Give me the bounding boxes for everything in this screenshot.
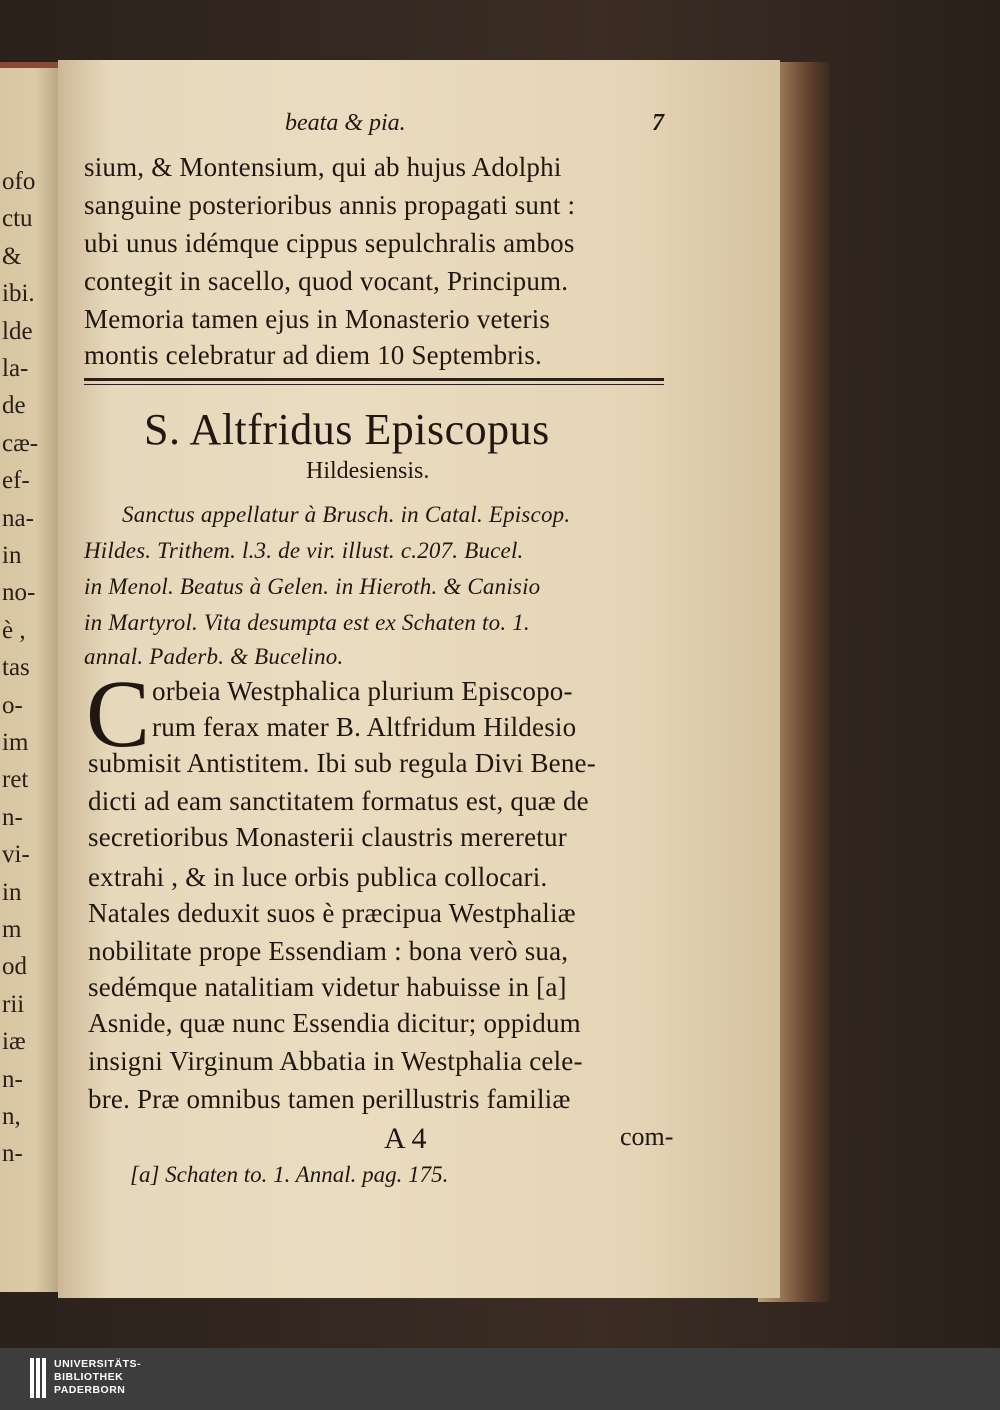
drop-cap: C xyxy=(86,660,151,767)
left-page-text-fragment: vi- xyxy=(2,841,30,869)
left-page-text-fragment: de xyxy=(2,392,26,420)
section-rule xyxy=(84,378,664,381)
section-title: S. Altfridus Episcopus xyxy=(144,405,550,454)
left-page-text-fragment: n- xyxy=(2,803,23,831)
left-page-text-fragment: iæ xyxy=(2,1028,26,1056)
left-page-text-fragment: m xyxy=(2,916,22,943)
left-page-text-fragment: ret xyxy=(2,766,29,794)
page-number: 7 xyxy=(652,110,664,136)
left-page-text-fragment: cæ- xyxy=(2,429,39,457)
left-page-text-fragment: od xyxy=(2,953,27,981)
source-line: Hildes. Trithem. l.3. de vir. illust. c.207. Bucel. xyxy=(84,538,524,563)
intro-line: Memoria tamen ejus in Monasterio veteris xyxy=(84,304,551,334)
left-page-text-fragment: no- xyxy=(2,579,36,607)
left-page-text-fragment: n- xyxy=(2,1140,23,1168)
library-logo-icon xyxy=(30,1358,46,1398)
section-rule-thin xyxy=(84,384,664,385)
body-line: orbeia Westphalica plurium Episcopo- xyxy=(152,676,573,706)
left-page-text-fragment: in xyxy=(2,878,22,906)
body-line: Natales deduxit suos è præcipua Westphaliæ xyxy=(88,898,576,928)
source-line: Sanctus appellatur à Brusch. in Catal. Episcop. xyxy=(122,502,571,527)
body-line: nobilitate prope Essendiam : bona verò sua, xyxy=(88,936,569,966)
catchword: com- xyxy=(620,1122,674,1151)
left-page-text-fragment: ibi. xyxy=(2,280,35,308)
body-line: extrahi , & in luce orbis publica collocari. xyxy=(88,862,548,892)
intro-line: sanguine posterioribus annis propagati sunt : xyxy=(84,190,576,220)
source-line: annal. Paderb. & Bucelino. xyxy=(84,644,344,669)
logo-line: UNIVERSITÄTS- xyxy=(54,1358,142,1370)
left-page-text-fragment: è , xyxy=(2,616,26,644)
signature-mark: A 4 xyxy=(384,1122,427,1155)
intro-line: contegit in sacello, quod vocant, Principum. xyxy=(84,266,569,296)
left-page-text-fragment: la- xyxy=(2,355,29,382)
footnote: [a] Schaten to. 1. Annal. pag. 175. xyxy=(130,1162,449,1187)
body-line: submisit Antistitem. Ibi sub regula Divi Bene- xyxy=(88,748,596,778)
body-line: insigni Virginum Abbatia in Westphalia cele- xyxy=(88,1046,583,1076)
left-page-text-fragment: ctu xyxy=(2,205,33,233)
source-line: in Menol. Beatus à Gelen. in Hieroth. & Canisio xyxy=(84,574,541,599)
body-line: Asnide, quæ nunc Essendia dicitur; oppidum xyxy=(88,1008,581,1038)
intro-line: montis celebratur ad diem 10 Septembris. xyxy=(84,340,542,370)
left-page-fragment xyxy=(0,62,58,1292)
logo-line: PADERBORN xyxy=(54,1384,126,1396)
body-line: bre. Præ omnibus tamen perillustris familiæ xyxy=(88,1084,571,1114)
left-page-text-fragment: im xyxy=(2,729,29,756)
left-page-text-fragment: ef- xyxy=(2,467,30,495)
source-line: in Martyrol. Vita desumpta est ex Schaten to. 1. xyxy=(84,610,530,635)
body-line: dicti ad eam sanctitatem formatus est, quæ de xyxy=(88,786,589,816)
intro-line: sium, & Montensium, qui ab hujus Adolphi xyxy=(84,152,562,182)
left-page-text-fragment: lde xyxy=(2,317,33,345)
left-page-text-fragment: in xyxy=(2,542,22,569)
left-page-text-fragment: tas xyxy=(2,654,30,682)
left-page-text-fragment: na- xyxy=(2,504,34,532)
left-page-text-fragment: o- xyxy=(2,691,23,719)
body-line: rum ferax mater B. Altfridum Hildesio xyxy=(152,712,577,742)
left-page-text-fragment: & xyxy=(2,242,22,270)
section-subtitle: Hildesiensis. xyxy=(306,458,430,484)
left-page-text-fragment: rii xyxy=(2,990,25,1018)
left-page-text-fragment: n, xyxy=(2,1103,21,1130)
library-logo-text xyxy=(54,1358,141,1397)
left-page-text-fragment: ofo xyxy=(2,168,36,195)
body-line: sedémque natalitiam videtur habuisse in [a] xyxy=(88,972,567,1002)
logo-line: BIBLIOTHEK xyxy=(54,1371,124,1383)
library-footer xyxy=(0,1348,1000,1410)
body-line: secretioribus Monasterii claustris mereretur xyxy=(88,822,567,852)
intro-line: ubi unus idémque cippus sepulchralis ambos xyxy=(84,228,575,258)
left-page-text-fragment: n- xyxy=(2,1065,23,1093)
running-head: beata & pia. xyxy=(285,110,406,136)
